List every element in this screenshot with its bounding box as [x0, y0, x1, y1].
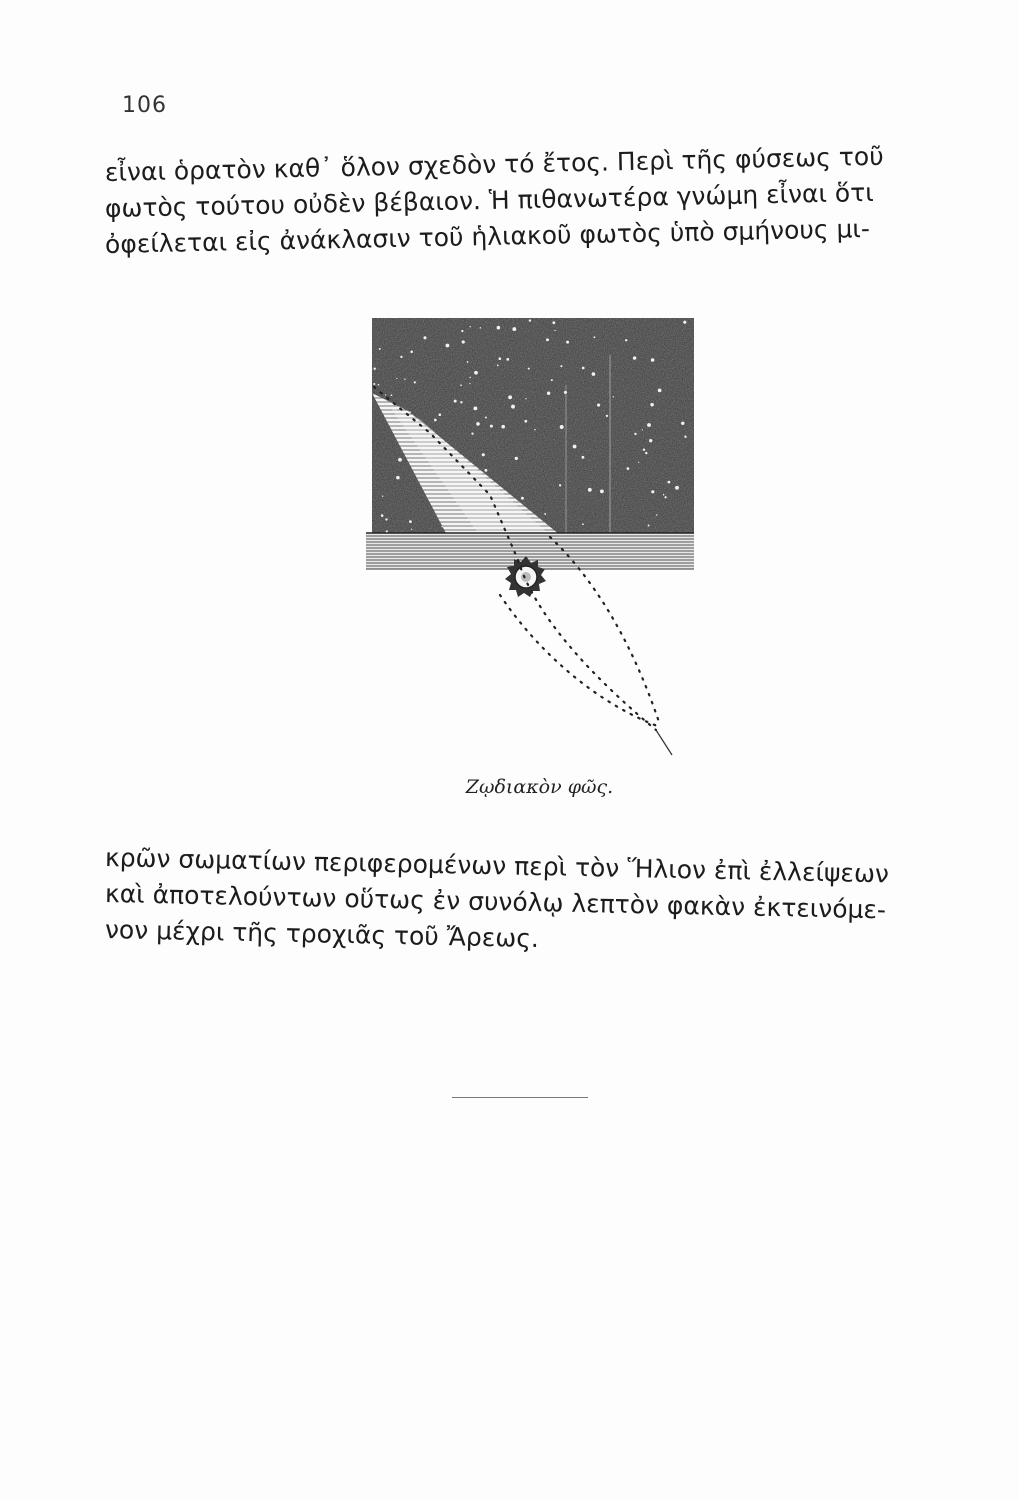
star	[647, 423, 651, 427]
star	[512, 327, 516, 331]
page-number: 106	[122, 93, 167, 118]
star	[581, 456, 584, 459]
text-line: εἶναι ὁρατὸν καθ᾽ ὅλον σχεδὸν τό ἔτος. Περὶ τῆς φύσεως τοῦ	[104, 141, 884, 187]
star	[434, 419, 437, 422]
star	[499, 357, 502, 360]
star	[524, 420, 527, 423]
star	[592, 372, 596, 376]
star	[650, 403, 653, 406]
star	[552, 321, 555, 324]
star	[485, 417, 487, 419]
star	[582, 367, 585, 370]
star	[645, 452, 647, 454]
star	[382, 496, 383, 497]
star	[559, 484, 561, 486]
star	[404, 379, 405, 380]
star	[497, 365, 499, 367]
star	[454, 400, 457, 403]
star	[675, 486, 679, 490]
star	[381, 514, 384, 517]
star	[396, 476, 400, 480]
star	[606, 415, 608, 417]
star	[625, 339, 627, 341]
star	[546, 338, 549, 341]
star	[386, 530, 388, 532]
star	[643, 448, 645, 450]
star	[634, 433, 636, 435]
star	[651, 490, 654, 493]
star	[476, 422, 480, 426]
star	[627, 467, 630, 470]
star	[469, 326, 470, 327]
star	[663, 494, 665, 496]
star	[582, 523, 584, 525]
star	[461, 330, 463, 332]
star	[684, 436, 686, 438]
star	[566, 341, 569, 344]
star	[508, 395, 512, 399]
star	[638, 462, 639, 463]
star	[414, 381, 416, 383]
star	[373, 383, 375, 385]
star	[423, 336, 426, 339]
star	[597, 404, 600, 407]
star	[525, 398, 526, 399]
star	[668, 481, 671, 484]
text-line: φωτὸς τούτου οὐδὲν βέβαιον. Ἡ πιθανωτέρα γνώμη εἶναι ὅτι	[104, 177, 874, 223]
star	[528, 368, 530, 370]
star	[396, 378, 397, 379]
star	[547, 392, 550, 395]
star	[439, 413, 442, 416]
star	[681, 422, 684, 425]
star	[560, 365, 562, 367]
path-tip	[656, 730, 672, 755]
star	[521, 497, 524, 500]
star	[473, 406, 477, 410]
section-end-rule	[452, 1097, 588, 1098]
star	[391, 394, 393, 396]
star	[467, 361, 469, 363]
text-line: ὀφείλεται εἰς ἀνάκλασιν τοῦ ἡλιακοῦ φωτὸς ὑπὸ σμήνους μι-	[104, 213, 871, 259]
star	[683, 321, 686, 324]
star	[378, 384, 380, 386]
star	[469, 377, 471, 379]
star	[649, 439, 652, 442]
star	[664, 496, 666, 498]
star	[484, 469, 487, 472]
star	[658, 389, 662, 393]
star	[480, 327, 481, 328]
star	[411, 529, 412, 530]
paragraph-bottom	[104, 840, 965, 954]
star	[588, 488, 592, 492]
star	[551, 379, 553, 381]
text-line: νον μέχρι τῆς τροχιᾶς τοῦ Ἄρεως.	[104, 915, 540, 954]
star	[501, 425, 505, 429]
star	[379, 348, 381, 350]
paragraph-top	[104, 141, 965, 263]
star	[471, 432, 473, 434]
star	[534, 429, 535, 430]
star	[398, 458, 402, 462]
illustration-canvas	[360, 315, 700, 765]
star	[648, 525, 650, 527]
star	[385, 394, 386, 395]
star	[460, 384, 462, 386]
star	[400, 356, 402, 358]
star	[460, 401, 462, 403]
text-line: κρῶν σωματίων περιφερομένων περὶ τὸν Ἥλιον ἐπὶ ἐλλείψεων	[104, 843, 890, 889]
star	[529, 319, 531, 321]
star	[656, 514, 657, 515]
star	[544, 513, 546, 515]
star	[554, 330, 555, 331]
star	[490, 425, 493, 428]
star	[482, 453, 485, 456]
star	[474, 371, 478, 375]
star	[642, 429, 643, 430]
star	[445, 344, 449, 348]
star	[593, 336, 595, 338]
star	[469, 383, 470, 384]
star	[497, 326, 501, 330]
star	[462, 340, 465, 343]
zodiacal-light-illustration	[360, 315, 700, 765]
star	[515, 457, 518, 460]
figure-caption: Ζῳδιακὸν φῶς.	[465, 776, 614, 798]
star	[573, 445, 577, 449]
star	[506, 358, 509, 361]
star	[385, 518, 387, 520]
star	[410, 351, 413, 354]
star	[409, 520, 412, 523]
star	[511, 405, 515, 409]
text-line: καὶ ἀποτελούντων οὕτως ἐν συνόλῳ λεπτὸν φακὰν ἐκτεινόμε-	[104, 879, 887, 925]
star	[373, 367, 375, 369]
star	[651, 358, 655, 362]
star	[633, 356, 636, 359]
star	[600, 490, 604, 494]
star	[560, 425, 564, 429]
star	[613, 396, 614, 397]
